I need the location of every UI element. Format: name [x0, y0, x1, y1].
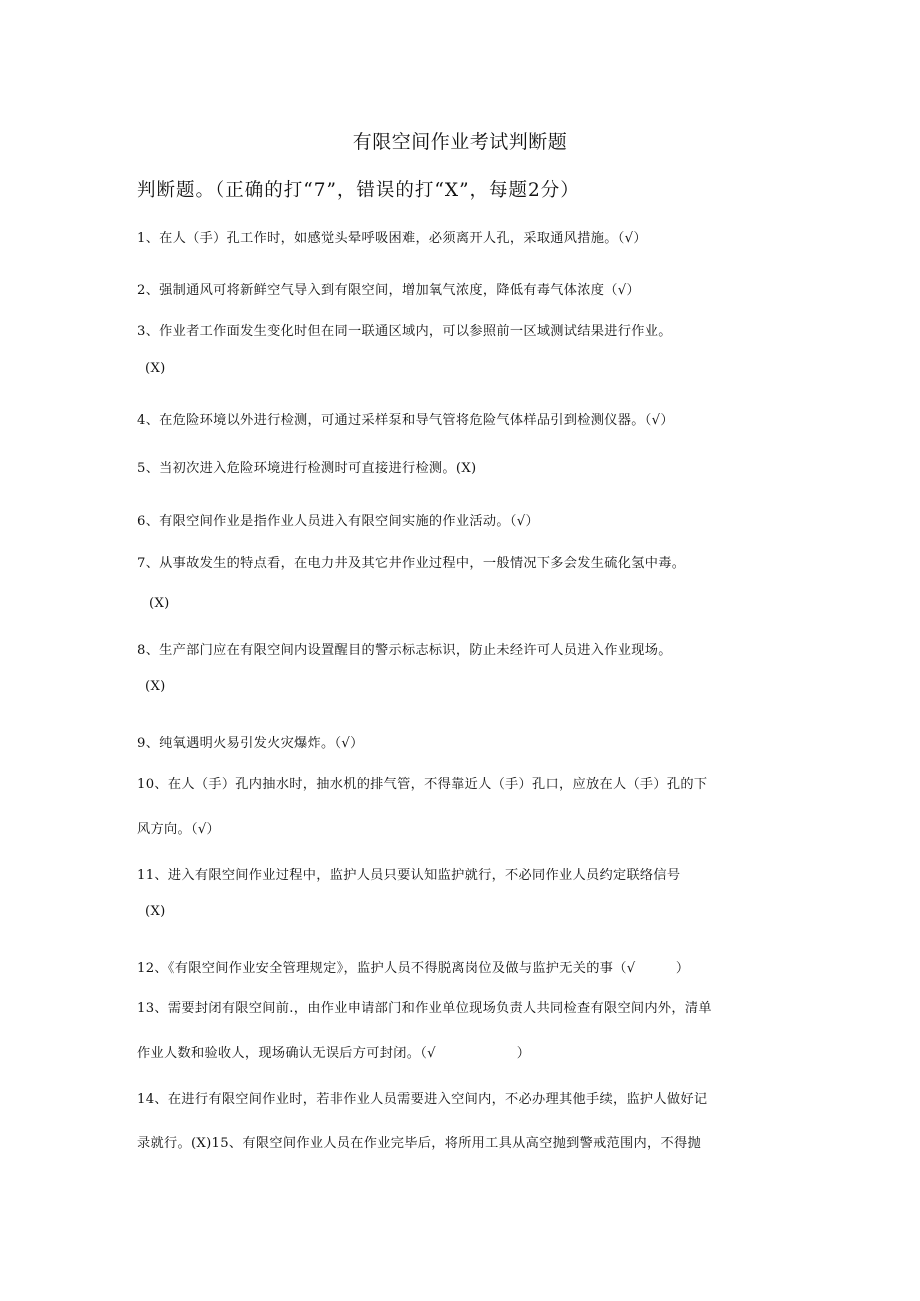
question-8-answer: (X)	[145, 679, 166, 694]
question-10-cont: 风方向。（√）	[137, 822, 221, 837]
section-heading: 判断题。（正确的打“7”，错误的打“X”，每题2分）	[137, 180, 580, 201]
question-10: 10、在人（手）孔内抽水时，抽水机的排气管，不得靠近人（手）孔口，应放在人（手）孔的下	[137, 777, 708, 792]
question-11-answer: (X)	[145, 904, 166, 919]
question-6: 6、有限空间作业是指作业人员进入有限空间实施的作业活动。（√）	[137, 514, 539, 529]
question-3-answer: (X)	[145, 361, 166, 376]
question-8: 8、生产部门应在有限空间内设置醒目的警示标志标识，防止未经许可人员进入作业现场。	[137, 643, 672, 658]
question-12: 12、《有限空间作业安全管理规定》，监护人员不得脱离岗位及做与监护无关的事（√ ）	[137, 961, 690, 976]
question-13: 13、需要封闭有限空间前.，由作业申请部门和作业单位现场负责人共同检查有限空间内外，清单	[137, 1001, 712, 1016]
question-4: 4、在危险环境以外进行检测，可通过采样泵和导气管将危险气体样品引到检测仪器。（√）	[137, 413, 674, 428]
question-1: 1、在人（手）孔工作时，如感觉头晕呼吸困难，必须离开人孔，采取通风措施。（√）	[137, 231, 647, 246]
question-13-cont: 作业人数和验收人，现场确认无误后方可封闭。（√ ）	[137, 1046, 531, 1061]
question-9: 9、纯氧遇明火易引发火灾爆炸。（√）	[137, 736, 364, 751]
question-14: 14、在进行有限空间作业时，若非作业人员需要进入空间内，不必办理其他手续，监护人做好记	[137, 1092, 708, 1107]
question-7-answer: (X)	[149, 596, 170, 611]
question-14-15: 录就行。(X)15、有限空间作业人员在作业完毕后，将所用工具从高空抛到警戒范围内，不得抛	[137, 1136, 701, 1151]
question-7: 7、从事故发生的特点看，在电力井及其它井作业过程中，一般情况下多会发生硫化氢中毒。	[137, 556, 686, 571]
question-3: 3、作业者工作面发生变化时但在同一联通区域内，可以参照前一区域测试结果进行作业。	[137, 324, 672, 339]
question-2: 2、强制通风可将新鲜空气导入到有限空间，增加氧气浓度，降低有毒气体浓度（√）	[137, 283, 640, 298]
page-title: 有限空间作业考试判断题	[352, 131, 568, 153]
question-11: 11、进入有限空间作业过程中，监护人员只要认知监护就行，不必同作业人员约定联络信号	[137, 868, 681, 883]
question-5: 5、当初次进入危险环境进行检测时可直接进行检测。(X)	[137, 461, 477, 476]
